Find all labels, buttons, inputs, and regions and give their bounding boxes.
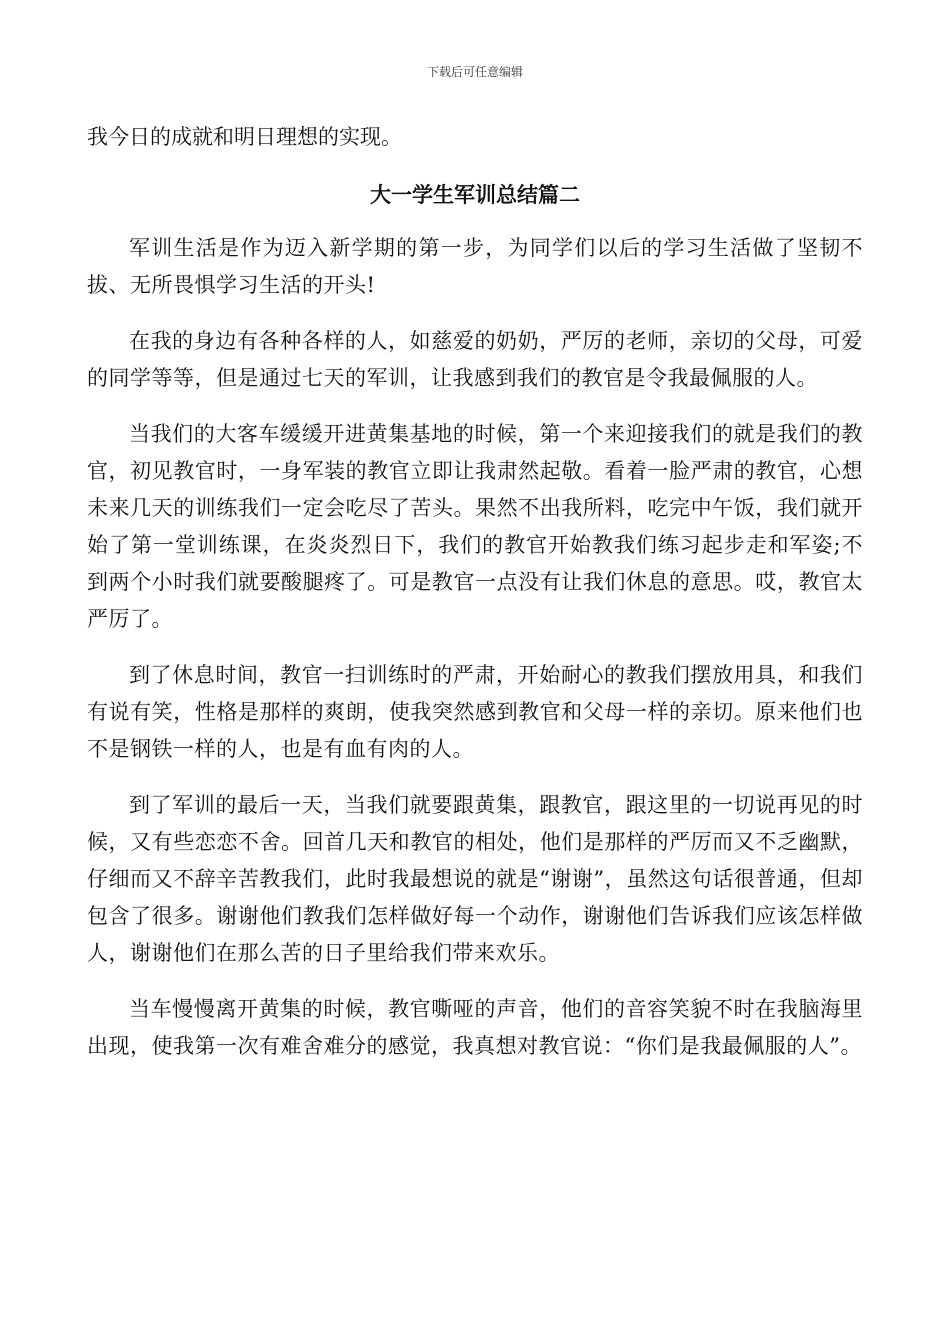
- paragraph: 当车慢慢离开黄集的时候，教官嘶哑的声音，他们的音容笑貌不时在我脑海里出现，使我第一次有难舍难分的感觉，我真想对教官说：“你们是我最佩服的人”。: [87, 997, 863, 1058]
- lead-text: 我今日的成就和明日理想的实现。: [87, 125, 402, 149]
- section-title: 大一学生军训总结篇二: [370, 183, 580, 207]
- paragraph: 到了休息时间，教官一扫训练时的严肃，开始耐心的教我们摆放用具，和我们有说有笑，性格是那样的爽朗，使我突然感到教官和父母一样的亲切。原来他们也不是钢铁一样的人，也是有血有肉的人。: [87, 663, 863, 761]
- page-header-note: 下载后可任意编辑: [426, 65, 523, 79]
- paragraph: 军训生活是作为迈入新学期的第一步，为同学们以后的学习生活做了坚韧不拔、无所畏惧学习生活的开头!: [87, 236, 863, 297]
- paragraph: 在我的身边有各种各样的人，如慈爱的奶奶，严厉的老师，亲切的父母，可爱的同学等等，但是通过七天的军训，让我感到我们的教官是令我最佩服的人。: [87, 329, 863, 390]
- paragraph: 到了军训的最后一天，当我们就要跟黄集，跟教官，跟这里的一切说再见的时候，又有些恋恋不舍。回首几天和教官的相处，他们是那样的严厉而又不乏幽默，仔细而又不辞辛苦教我们，此时我最想说的就是“谢谢”，虽然这句话很普通，但却包含了很多。谢谢他们教我们怎样做好每一个动作，谢谢他们告诉我们应该怎样做人，谢谢他们在那么苦的日子里给我们带来欢乐。: [87, 793, 863, 965]
- paragraph: 当我们的大客车缓缓开进黄集基地的时候，第一个来迎接我们的就是我们的教官，初见教官时，一身军装的教官立即让我肃然起敬。看着一脸严肃的教官，心想未来几天的训练我们一定会吃尽了苦头。果然不出我所料，吃完中午饭，我们就开始了第一堂训练课，在炎炎烈日下，我们的教官开始教我们练习起步走和军姿;不到两个小时我们就要酸腿疼了。可是教官一点没有让我们休息的意思。哎，教官太严厉了。: [87, 422, 863, 631]
- document-body: [87, 118, 863, 1084]
